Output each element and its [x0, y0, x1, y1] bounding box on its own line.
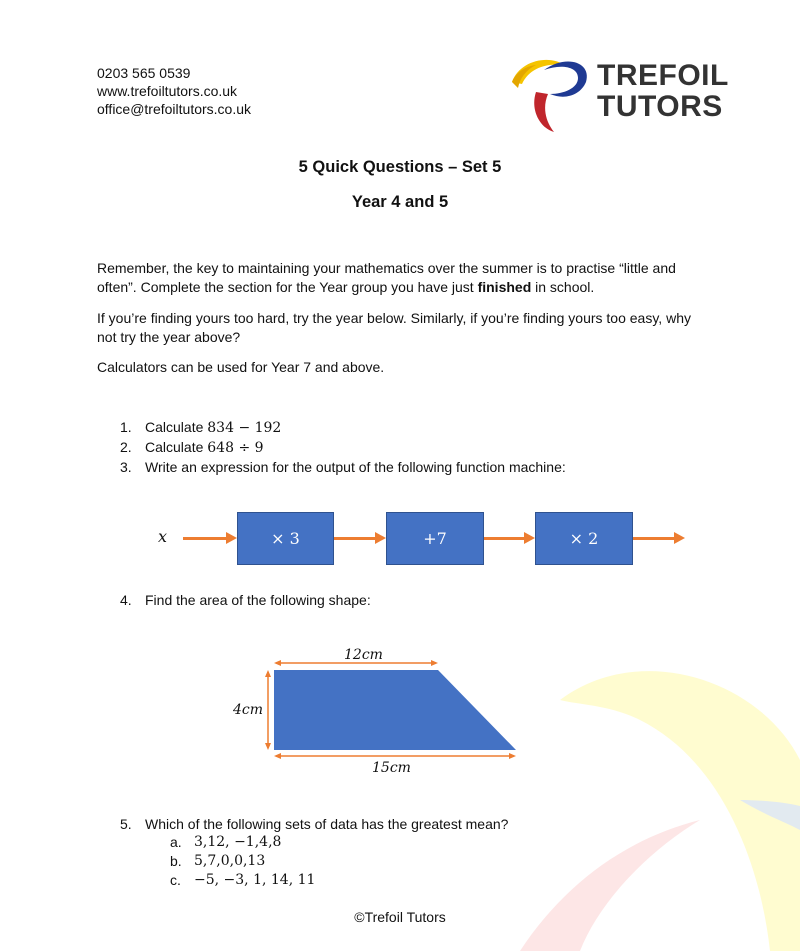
email-link[interactable]: office@trefoiltutors.co.uk: [97, 101, 252, 117]
logo-word-tutors: TUTORS: [597, 90, 723, 123]
function-box-3: × 2: [535, 512, 633, 565]
page-title: 5 Quick Questions – Set 5: [298, 158, 502, 176]
left-height-label: 4cm: [233, 702, 264, 718]
question-2-expression: 648 ÷ 9: [207, 440, 264, 456]
option-c: c. −5, −3, 1, 14, 11: [170, 872, 316, 888]
intro-paragraph-3: Calculators can be used for Year 7 and above.: [97, 359, 385, 375]
bottom-dimension-arrow: [274, 753, 516, 759]
option-a: a. 3,12, −1,4,8: [170, 834, 282, 850]
trapezium-shape: [274, 670, 516, 750]
phone-number: 0203 565 0539: [97, 65, 191, 81]
footer-copyright: ©Trefoil Tutors: [354, 909, 446, 925]
input-variable: x: [158, 527, 168, 546]
page-subtitle: Year 4 and 5: [351, 193, 449, 211]
intro-paragraph-1: Remember, the key to maintaining your mathematics over the summer is to practise “little and often”. Complete the section for the Year group you have just finished in school.: [97, 260, 676, 295]
logo-word-trefoil: TREFOIL: [597, 59, 729, 92]
function-box-2: +7: [386, 512, 484, 565]
option-b: b. 5,7,0,0,13: [170, 853, 266, 869]
intro-paragraph-2: If you’re finding yours too hard, try the year below. Similarly, if you’re finding yours too easy, why not try the year above?: [97, 310, 691, 345]
question-1-expression: 834 − 192: [207, 420, 282, 436]
top-length-label: 12cm: [344, 647, 383, 663]
website-link[interactable]: www.trefoiltutors.co.uk: [97, 83, 238, 99]
emphasis-finished: finished: [477, 279, 532, 295]
left-dimension-arrow: [265, 670, 271, 750]
bottom-length-label: 15cm: [372, 760, 411, 776]
function-box-1: × 3: [237, 512, 334, 565]
